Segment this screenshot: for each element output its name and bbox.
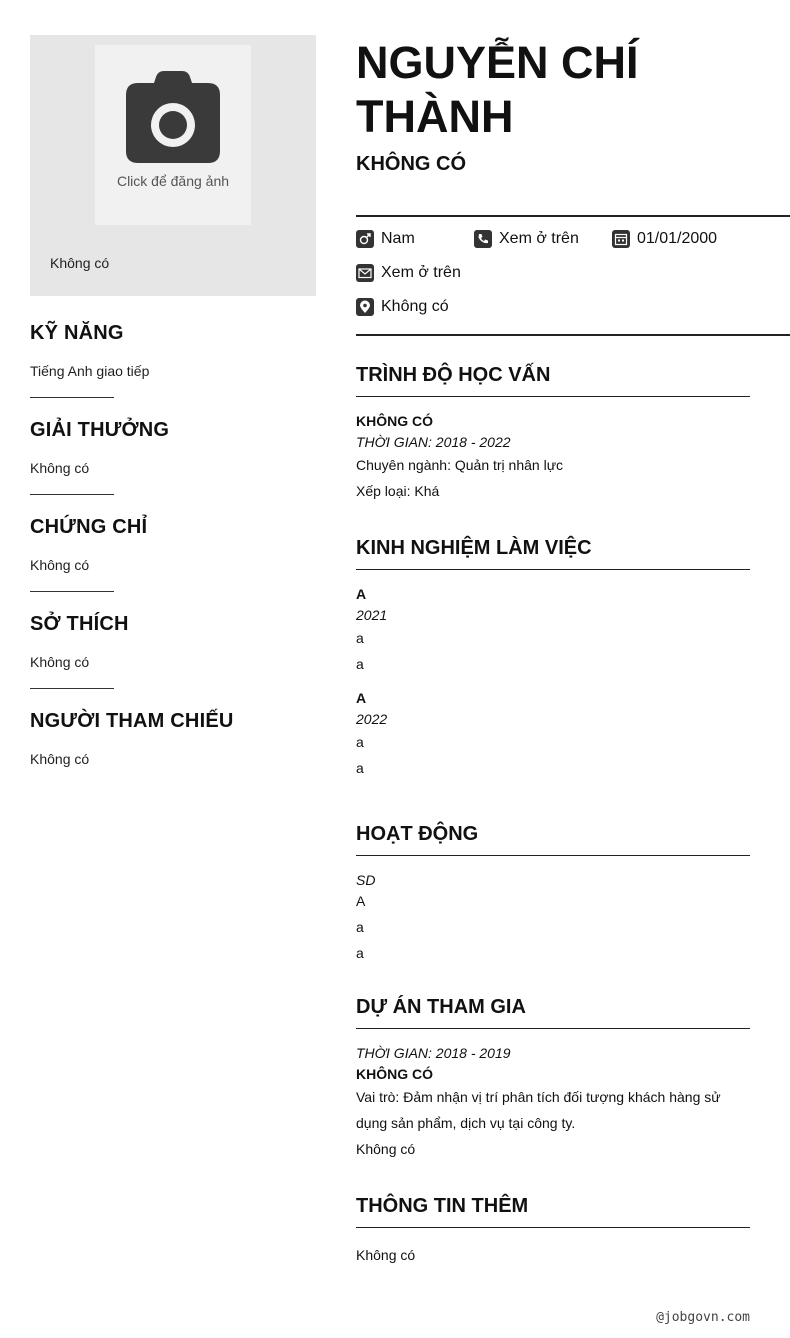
section-title: HOẠT ĐỘNG: [356, 823, 750, 856]
photo-upload[interactable]: [95, 45, 251, 225]
activity-line: a: [356, 945, 364, 961]
skills-section: [30, 322, 316, 398]
phone-item: [474, 230, 579, 248]
section-title: DỰ ÁN THAM GIA: [356, 996, 750, 1029]
experience-section: [356, 537, 750, 781]
section-title: THÔNG TIN THÊM: [356, 1195, 750, 1228]
experience-line: a: [356, 630, 364, 646]
section-title: SỞ THÍCH: [30, 613, 129, 635]
divider: [30, 688, 114, 689]
birthday-text: 01/01/2000: [637, 230, 718, 247]
more-info-section: [356, 1195, 750, 1268]
section-text: Không có: [30, 557, 90, 573]
activity-name: A: [356, 893, 366, 909]
experience-item: [356, 586, 750, 677]
experience-line: a: [356, 656, 364, 672]
experience-line: a: [356, 734, 364, 750]
section-title: NGƯỜI THAM CHIẾU: [30, 710, 234, 732]
section-text: Không có: [30, 654, 90, 670]
experience-year: 2022: [356, 711, 388, 727]
photo-caption: Click để đăng ảnh: [116, 173, 230, 189]
education-time: THỜI GIAN: 2018 - 2022: [356, 434, 511, 450]
section-text: Không có: [30, 460, 90, 476]
email-text: Xem ở trên: [381, 264, 461, 281]
contact-info: [356, 215, 790, 336]
camera-icon: [126, 71, 220, 163]
certificates-section: [30, 516, 316, 592]
education-rank: Xếp loại: Khá: [356, 483, 440, 499]
hobbies-section: [30, 613, 316, 689]
section-title: CHỨNG CHỈ: [30, 516, 148, 538]
candidate-name: [356, 36, 776, 144]
project-role: Vai trò: Đảm nhận vị trí phân tích đối tượng khách hàng sử dụng sản phẩm, dịch vụ tại công ty.: [356, 1089, 721, 1131]
section-title: GIẢI THƯỞNG: [30, 419, 170, 441]
more-info-text: Không có: [356, 1247, 416, 1263]
gender-icon: [356, 230, 374, 248]
mail-icon: [356, 264, 374, 282]
company-name: A: [356, 586, 367, 602]
activity-line: a: [356, 919, 364, 935]
references-section: [30, 710, 316, 767]
position-title: KHÔNG CÓ: [356, 153, 466, 175]
address-text: Không có: [381, 298, 449, 315]
section-title: KINH NGHIỆM LÀM VIỆC: [356, 537, 750, 570]
watermark-text: @jobgovn.com: [656, 1310, 750, 1325]
experience-line: a: [356, 760, 364, 776]
divider: [30, 494, 114, 495]
name-line-2: THÀNH: [356, 91, 514, 142]
education-section: [356, 364, 750, 504]
activities-section: [356, 823, 750, 966]
section-text: Không có: [30, 751, 90, 767]
section-title: KỸ NĂNG: [30, 322, 124, 344]
birthday-item: [612, 230, 717, 248]
divider: [30, 591, 114, 592]
awards-section: [30, 419, 316, 495]
experience-year: 2021: [356, 607, 388, 623]
school-name: KHÔNG CÓ: [356, 413, 433, 429]
left-column: [30, 35, 316, 767]
activity-time: SD: [356, 872, 376, 888]
section-text: Tiếng Anh giao tiếp: [30, 363, 150, 379]
name-line-1: NGUYỄN CHÍ: [356, 37, 639, 88]
company-name: A: [356, 690, 367, 706]
experience-item: [356, 690, 750, 781]
gender-text: Nam: [381, 230, 415, 247]
project-time: THỜI GIAN: 2018 - 2019: [356, 1045, 511, 1061]
projects-section: [356, 996, 750, 1162]
calendar-icon: [612, 230, 630, 248]
photo-note: Không có: [50, 255, 110, 271]
project-note: Không có: [356, 1141, 416, 1157]
address-item: [356, 298, 449, 316]
phone-text: Xem ở trên: [499, 230, 579, 247]
project-name: KHÔNG CÓ: [356, 1066, 433, 1082]
location-pin-icon: [356, 298, 374, 316]
email-item: [356, 264, 461, 282]
photo-panel: [30, 35, 316, 296]
gender-item: [356, 230, 415, 248]
phone-icon: [474, 230, 492, 248]
education-major: Chuyên ngành: Quản trị nhân lực: [356, 457, 564, 473]
section-title: TRÌNH ĐỘ HỌC VẤN: [356, 364, 750, 397]
divider: [30, 397, 114, 398]
